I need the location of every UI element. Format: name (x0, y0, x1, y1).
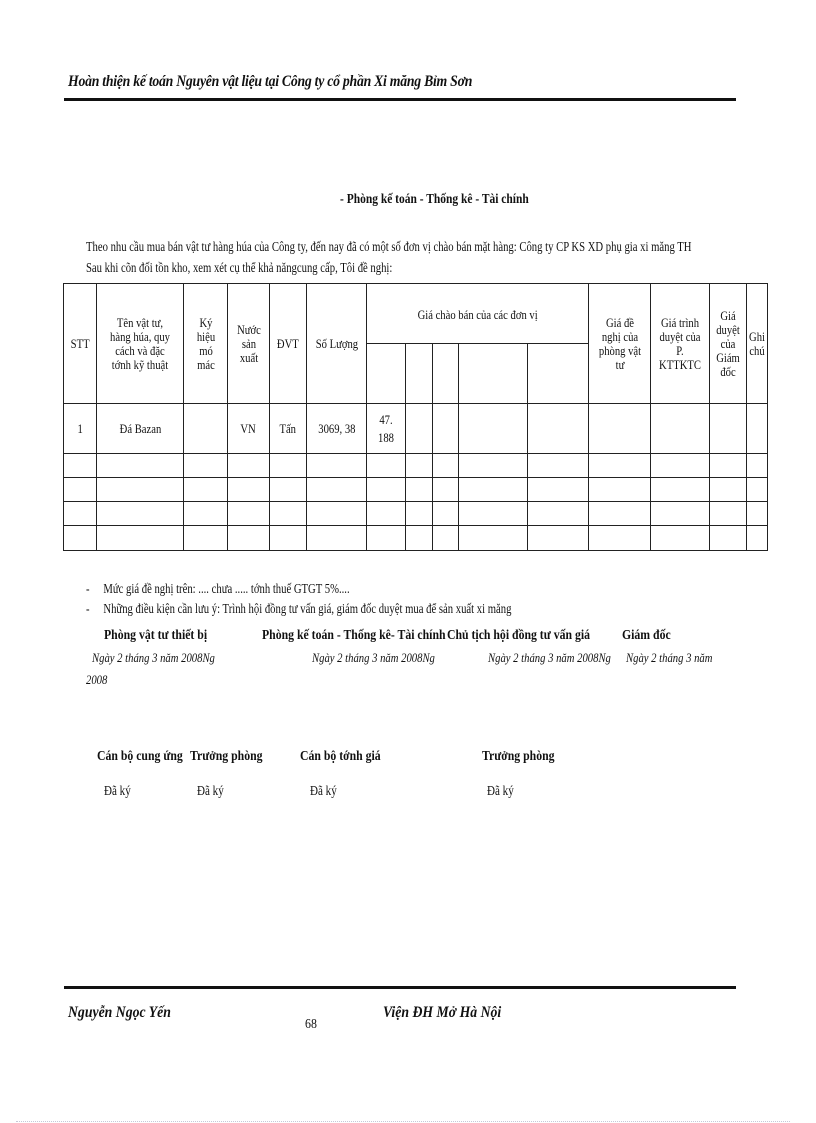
cell-note (747, 502, 768, 526)
footer-rule (64, 986, 736, 989)
cell-stt: 1 (64, 404, 97, 454)
cell-name (97, 454, 184, 478)
note-item-conditions (86, 601, 511, 617)
cell-proposed (589, 454, 651, 478)
cell-name: Đá Bazan (97, 404, 184, 454)
cell-quantity (307, 454, 367, 478)
cell-proposed (589, 502, 651, 526)
cell-submitted (651, 404, 710, 454)
cell-name (97, 478, 184, 502)
cell-offer-3 (433, 478, 459, 502)
cell-symbol (184, 454, 228, 478)
signature-title-supply-dept: Phòng vật tư thiết bị (104, 628, 208, 643)
cell-note (747, 526, 768, 551)
cell-symbol (184, 404, 228, 454)
cell-proposed (589, 526, 651, 551)
cell-offer-3 (433, 502, 459, 526)
page-number: 68 (305, 1017, 317, 1032)
cell-offer-2 (406, 526, 433, 551)
cell-offer-1 (367, 454, 406, 478)
table-row (64, 478, 768, 502)
footer-author: Nguyễn Ngọc Yến (68, 1004, 171, 1021)
signature-title-director: Giám đốc (622, 628, 671, 643)
intro-line-2: Sau khi cõn đối tồn kho, xem xét cụ thể khả năngcung cấp, Tôi đề nghị: (86, 260, 393, 275)
cell-origin (228, 502, 270, 526)
cell-offer-4 (459, 478, 528, 502)
header-proposed-price: Giá đề nghị của phòng vật tư (589, 284, 651, 404)
cell-unit (270, 526, 307, 551)
cell-offer-4 (459, 502, 528, 526)
cell-symbol (184, 478, 228, 502)
cell-proposed (589, 478, 651, 502)
cell-offer-2 (406, 502, 433, 526)
header-origin: Nước sản xuất (228, 284, 270, 404)
signature-date-supply-dept: Ngày 2 tháng 3 năm 2008Ng (92, 650, 215, 665)
cell-approved (710, 502, 747, 526)
cell-name (97, 526, 184, 551)
cell-quantity: 3069, 38 (307, 404, 367, 454)
header-rule (64, 98, 736, 101)
header-offers-group: Giá chào bán của các đơn vị (367, 284, 589, 344)
cell-unit (270, 478, 307, 502)
offer-col-3 (433, 344, 459, 404)
table-row (64, 526, 768, 551)
bullet-dash: - (86, 601, 90, 616)
cell-offer-1 (367, 526, 406, 551)
header-approved-price: Giá duyệt của Giám đốc (710, 284, 747, 404)
cell-offer-5 (528, 454, 589, 478)
cell-origin: VN (228, 404, 270, 454)
footer-institution: Viện ĐH Mở Hà Nội (383, 1004, 502, 1021)
cell-note (747, 404, 768, 454)
cell-submitted (651, 526, 710, 551)
header-stt: STT (64, 284, 97, 404)
cell-offer-2 (406, 404, 433, 454)
bullet-dash: - (86, 581, 90, 596)
signature-date-accounting-dept: Ngày 2 tháng 3 năm 2008Ng (312, 650, 435, 665)
signed-mark-1: Đã ký (104, 783, 131, 798)
cell-origin (228, 478, 270, 502)
cell-offer-4 (459, 454, 528, 478)
note-text: Mức giá đề nghị trên: .... chưa ..... tớnh thuế GTGT 5%.... (103, 581, 350, 596)
header-submitted-price: Giá trình duyệt của P. KTTKTC (651, 284, 710, 404)
cell-quantity (307, 502, 367, 526)
cell-quantity (307, 478, 367, 502)
cell-offer-5 (528, 404, 589, 454)
table-header-row (64, 284, 768, 344)
cell-offer-4 (459, 526, 528, 551)
table-row (64, 454, 768, 478)
running-header-title: Hoàn thiện kế toán Nguyên vật liệu tại Công ty cổ phần Xi măng Bỉm Sơn (68, 73, 473, 90)
signature-title-accounting-dept: Phòng kế toán - Thống kê- Tài chính (262, 628, 446, 643)
cell-symbol (184, 502, 228, 526)
section-subtitle: - Phòng kế toán - Thống kê - Tài chính (340, 192, 529, 207)
cell-unit (270, 454, 307, 478)
signature-title-pricing-officer: Cán bộ tớnh giá (300, 749, 381, 764)
signed-mark-2: Đã ký (197, 783, 224, 798)
cell-unit (270, 502, 307, 526)
note-text: Những điều kiện cần lưu ý: Trình hội đồng tư vấn giá, giám đốc duyệt mua để sản xuất xi măng (103, 601, 512, 616)
header-name: Tên vật tư, hàng húa, quy cách và đặc tớnh kỹ thuật (97, 284, 184, 404)
cell-approved (710, 404, 747, 454)
cell-symbol (184, 526, 228, 551)
cell-approved (710, 478, 747, 502)
cell-offer-5 (528, 526, 589, 551)
cell-offer-4 (459, 404, 528, 454)
cell-quantity (307, 526, 367, 551)
cell-stt (64, 502, 97, 526)
intro-line-1: Theo nhu cầu mua bán vật tư hàng húa của Công ty, đến nay đã có một số đơn vị chào bán mặt hàng: Công ty CP KS XD phụ gia xi măng TH (86, 239, 692, 254)
header-note: Ghi chú (747, 284, 768, 404)
signature-date-director: Ngày 2 tháng 3 năm (626, 650, 713, 665)
cell-stt (64, 454, 97, 478)
cell-origin (228, 454, 270, 478)
cell-stt (64, 478, 97, 502)
signed-mark-3: Đã ký (310, 783, 337, 798)
price-offer-table (63, 283, 768, 551)
cell-offer-2 (406, 454, 433, 478)
header-quantity: Số Lượng (307, 284, 367, 404)
cell-offer-1 (367, 478, 406, 502)
offer-col-4 (459, 344, 528, 404)
cell-stt (64, 526, 97, 551)
signature-title-head-of-dept-2: Trưởng phòng (482, 749, 555, 764)
cell-proposed (589, 404, 651, 454)
cell-offer-3 (433, 526, 459, 551)
offer-col-5 (528, 344, 589, 404)
cell-origin (228, 526, 270, 551)
cell-offer-5 (528, 502, 589, 526)
table-row (64, 502, 768, 526)
signature-date-wrap: 2008 (86, 672, 108, 687)
cell-offer-1 (367, 502, 406, 526)
cell-offer-3 (433, 404, 459, 454)
signed-mark-4: Đã ký (487, 783, 514, 798)
table-row (64, 404, 768, 454)
cell-offer-5 (528, 478, 589, 502)
cell-note (747, 478, 768, 502)
cell-submitted (651, 502, 710, 526)
cell-offer-3 (433, 454, 459, 478)
cell-offer-1: 47. 188 (367, 404, 406, 454)
signature-date-price-council-chair: Ngày 2 tháng 3 năm 2008Ng (488, 650, 611, 665)
header-unit: ĐVT (270, 284, 307, 404)
signature-title-price-council-chair: Chủ tịch hội đồng tư vấn giá (447, 628, 590, 643)
signature-title-head-of-dept-1: Trưởng phòng (190, 749, 263, 764)
cell-submitted (651, 478, 710, 502)
cell-unit: Tấn (270, 404, 307, 454)
signature-title-procurement-officer: Cán bộ cung ứng (97, 749, 183, 764)
cell-offer-2 (406, 478, 433, 502)
cell-name (97, 502, 184, 526)
offer-col-2 (406, 344, 433, 404)
cell-approved (710, 526, 747, 551)
header-symbol: Ký hiệu mó mác (184, 284, 228, 404)
note-item-vat (86, 581, 350, 597)
cell-approved (710, 454, 747, 478)
cell-submitted (651, 454, 710, 478)
offer-col-1 (367, 344, 406, 404)
cell-note (747, 454, 768, 478)
